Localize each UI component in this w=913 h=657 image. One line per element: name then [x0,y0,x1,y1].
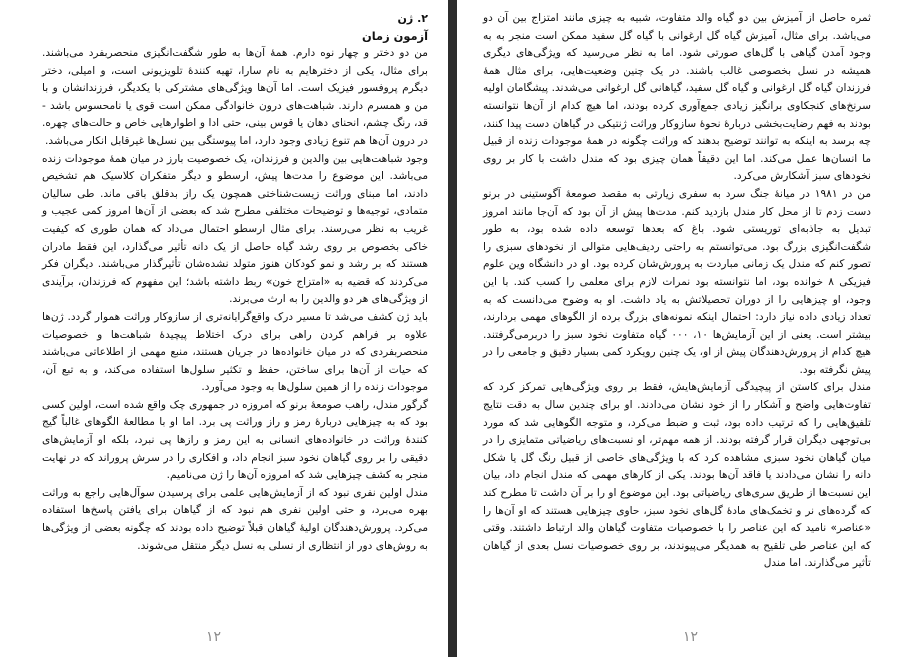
paragraph: ثمره حاصل از آمیزش بین دو گیاه والد متفاوت، شبیه به چیزی مانند امتزاج بین آن دو می‌باشد. برای مثال، آمیزش گیاه گل ارغوانی با گیاه گل سفید ممکن است منجر به به وجود آمدن گیاهی با گل‌های صورتی شود. اما به نظر می‌رسید که ویژگی‌های دیگری همیشه در نسل بخصوصی غالب باشند. در یک چنین وضعیت‌هایی، برای مثال همهٔ فرزندان گیاه گل ارغوانی و گیاه گل سفید، گیاهانی گل ارغوانی می‌شدند. پیشگامان اولیه سرنخ‌های کنجکاوی برانگیز زیادی جمع‌آوری کرده بودند، اما هیچ کدام از آن‌ها نتوانسته بودند به فهم رضایت‌بخشی دربارهٔ نحوهٔ سازوکار وراثت ژنتیکی در گیاهان دست پیدا کنند، چه برسد به اینکه به توانند توضیح بدهند که وراثت چگونه در همهٔ موجودات زنده از قبیل ما انسان‌ها عمل می‌کند. اما این دقیقاً همان چیزی بود که مندل داشت با کار بر روی نخودهای سبز آشکارش می‌کرد. [483,12,871,183]
paragraph: من دو دختر و چهار نوه دارم. همهٔ آن‌ها به طور شگفت‌انگیزی منحصربفرد می‌باشند. برای مثال، یکی از دخترهایم به نام سارا، تهیه کنندهٔ تلویزیونی است، و امیلی، دختر دیگرم پروفسور فیزیک است. اما آن‌ها ویژگی‌های مشترکی با یکدیگر، فرزندانشان و با من و همسرم دارند. شباهت‌های درون خانوادگی ممکن است قوی یا نامحسوس باشد - قد، رنگ چشم، انحنای دهان یا قوس بینی، حتی ادا و اطوارهایی خاص و حالت‌های چهره. در درون آن‌ها هم تنوع زیادی وجود دارد، اما پیوستگی بین نسل‌ها غیرقابل انکار می‌باشد. [42,47,428,147]
right-text-column [483,10,871,573]
left-text-column [42,10,428,555]
paragraph: مندل اولین نفری نبود که از آزمایش‌هایی علمی برای پرسیدن سوآل‌هایی راجع به وراثت بهره می‌برد، و حتی اولین نفری هم نبود که از گیاهان برای یافتن پاسخ‌ها استفاده می‌کرد. پرورش‌دهندگان اولیهٔ گیاهان قبلاً توضیح داده بودند که چگونه بعضی از ویژگی‌ها به روش‌های دور از انتظاری از نسلی به نسل دیگر منتقل می‌شوند. [42,486,428,552]
left-page [0,0,448,657]
paragraph: من در ۱۹۸۱ در میانهٔ جنگ سرد به سفری زیارتی به مقصد صومعهٔ آگوستینی در برنو دست زدم تا از محل کار مندل بازدید کنم. مدت‌ها پیش از آن بود که آن‌جا مانند امروز تبدیل به جاذبه‌ای توریستی شود. باغ که بعدها توسعه داده شده بود، به طور شگفت‌انگیزی بزرگ بود. می‌توانستم به راحتی ردیف‌هایی متوالی از نخودهای سبزی را تصور کنم که مندل یک زمانی مباردت به پرورش‌شان کرده بود. او در دانشگاه وین علوم فیزیکی ۸ خوانده بود، اما نتوانسته بود نمرات لازم برای معلمی را کسب کند. با این وجود، او چیزهایی را از دوران تحصیلاتش به یاد داشت. او به وضوح می‌دانست که به تعداد زیادی داده نیاز دارد: احتمال اینکه نمونه‌های بزرگ برده از الگوهای مهمی بردارند، بیشتر است. یعنی از این آزمایش‌ها ۱۰، ۰۰۰ گیاه متفاوت نخود سبز را دربرمی‌گرفتند. هیچ کدام از پرورش‌دهندگان پیش از او، یک چنین رویکرد کمی بسیار دقیق و جامعی را در پیش نگرفته بود. [483,187,871,376]
right-page [457,0,913,657]
section-title: آزمون زمان [362,29,428,43]
paragraph: گرگور مندل، راهب صومعهٔ برنو که امروزه در جمهوری چک واقع شده است، اولین کسی بود که به چیزهایی دربارهٔ رمز و راز وراثت پی برد. اما او با مطالعهٔ الگوهای غالباً گیج کنندهٔ وراثت در خانواده‌های انسانی به این رمز و رازها پی نبرد، بلکه او آزمایش‌های دقیقی را بر روی گیاهان نخود سبز انجام داد، و افکاری را در سرش پروراند که در نهایت منجر به کشف چیزهایی شد که امروزه آن‌ها را ژن می‌نامیم. [42,398,428,482]
page-number: ۱۲ [683,629,699,645]
paragraph: مندل برای کاستن از پیچیدگی آزمایش‌هایش، فقط بر روی ویژگی‌هایی تمرکز کرد که تفاوت‌هایی واضح و آشکار را از خود نشان می‌دادند. او برای چندین سال به دقت نتایج تلفیق‌هایی را که ترتیب داده بود، ثبت و ضبط می‌کرد، و متوجه الگوهایی شد که مورد بی‌توجهی دیگران قرار گرفته بودند. از همه مهم‌تر، او نسبت‌های ریاضیاتی متمایزی را در میان گیاهان نخود سبزی مشاهده کرد که با ویژگی‌های خاصی از قبیل رنگ گل یا شکل دانه را نشان می‌دادند یا فاقد آن‌ها بودند. یکی از کارهای مهمی که مندل انجام داد، بیان این نسبت‌ها از طریق سری‌های ریاضیاتی بود. این موضوع او را بر آن داشت تا مطرح کند که گرده‌های نر و تخمک‌های مادهٔ گل‌های نخود سبز، حاوی چیزهایی هستند که او آن‌ها را «عناصر» نامید که این عناصر را با خصوصیات متفاوت گیاهان والد ارتباط داشتند. وقتی که این عناصر طی تلقیح به همدیگر می‌پیوندند، بر روی خصوصیات نسل بعدی از گیاهان تأثیر می‌گذارند. اما مندل [483,381,871,570]
page-number: ۱۲ [206,629,222,645]
chapter-heading: ۲. ژن [397,12,428,25]
book-spine-divider [448,0,457,657]
paragraph: باید ژن کشف می‌شد تا مسیر درک واقع‌گرایانه‌تری از سازوکار وراثت هموار گردد. ژن‌ها علاوه بر فراهم کردن راهی برای درک اختلاط پیچیدهٔ شباهت‌ها و خصوصیات منحصربفردی که در میان خانواده‌ها در جریان هستند، منبع مهمی از اطلاعاتی می‌باشند که حیات از آن‌ها برای ساختن، حفظ و تکثیر سلول‌ها استفاده می‌کند، و به تبع آن، موجودات زنده را از همین سلول‌ها به وجود می‌آورد. [42,310,428,394]
paragraph: وجود شباهت‌هایی بین والدین و فرزندان، یک خصوصیت بارز در میان همهٔ موجودات زنده می‌باشد. این موضوع را مدت‌ها پیش، ارسطو و دیگر متفکران کلاسیک هم تشخیص دادند، اما مبنای وراثت زیست‌شناختی همچون یک راز بدقلق باقی ماند. طی سالیان متمادی، توجیه‌ها و توضیحات مختلفی مطرح شد که بعضی از آن‌ها امروز کمی عجیب و غریب به نظر می‌رسند. برای مثال ارسطو احتمال می‌داد که همان طوری که کیفیت خاکی بخصوص بر روی رشد گیاه حاصل از یک دانه تأثیر می‌گذارد، این فقط مادران هستند که بر رشد و نمو کودکان هنوز متولد نشده‌شان تأثیرگذار می‌باشند. دیگران فکر می‌کردند که قضیه به «امتزاج خون» ربط داشته باشد؛ این مفهوم که فرزندان، برآیندی از ویژگی‌های هر دو والدین را به ارث می‌برند. [42,152,428,306]
